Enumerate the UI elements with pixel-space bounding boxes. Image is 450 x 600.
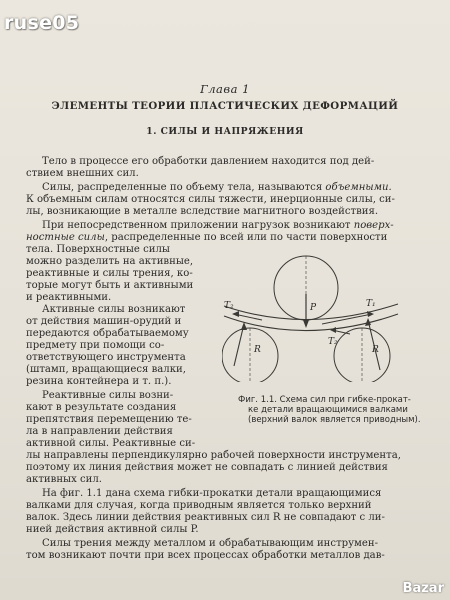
chapter-title: ЭЛЕМЕНТЫ ТЕОРИИ ПЛАСТИЧЕСКИХ ДЕФОРМАЦИЙ <box>51 100 399 112</box>
text-line: ла в направлении действия <box>26 426 173 437</box>
rolling-scheme-figure <box>222 248 422 382</box>
text-line: валок. Здесь линии действия реактивных сил R не совпадают с ли- <box>26 512 385 523</box>
text-line: Тело в процессе его обработки давлением находится под дей- <box>42 156 375 167</box>
label-p: P <box>310 303 317 313</box>
text-line: Активные силы возникают <box>42 304 186 315</box>
text-line: поэтому их линия действия может не совпадать с линией действия <box>26 462 388 473</box>
text-line: предмету при помощи со- <box>26 340 165 351</box>
label-r-right: R <box>372 345 379 355</box>
figure-caption-line: (верхний валок является приводным). <box>248 415 421 425</box>
emphasis-volumetric: объемными. <box>325 182 392 193</box>
label-t2-left: T₂ <box>224 301 234 311</box>
text-line: от действия машин-орудий и <box>26 316 182 327</box>
text-line: активных сил. <box>26 474 102 485</box>
text-line: ответствующего инструмента <box>26 352 186 363</box>
text-line: лы, возникающие в металле вследствие магнитного воздействия. <box>26 206 379 217</box>
text-line: резина контейнера и т. п.). <box>26 376 172 387</box>
text-line: лы направлены перпендикулярно рабочей поверхности инструмента, <box>26 450 401 461</box>
text-line: ствием внешних сил. <box>26 168 139 179</box>
text-line: торые могут быть и активными <box>26 280 194 291</box>
text-line: ностные силы, распределенные по всей или по части поверхности <box>26 232 388 243</box>
emphasis-surface: поверх- <box>353 220 394 231</box>
label-t2-right: T₂ <box>328 337 338 347</box>
text-line: нией действия активной силы P. <box>26 524 199 535</box>
text-line: можно разделить на активные, <box>26 256 194 267</box>
text-line: Реактивные силы возни- <box>42 390 174 401</box>
text-line: Силы, распределенные по объему тела, называются объемными. <box>42 182 392 193</box>
figure-caption-line: Фиг. 1.1. Схема сил при гибке-прокат- <box>238 395 411 405</box>
text-line: препятствия перемещению те- <box>26 414 192 425</box>
text-line: К объемным силам относятся силы тяжести, инерционные силы, си- <box>26 194 395 205</box>
figure-caption-line: ке детали вращающимися валками <box>248 405 408 415</box>
text-line: кают в результате создания <box>26 402 177 413</box>
emphasis-surface-cont: ностные силы <box>26 232 105 243</box>
watermark-logo: ruse05 <box>4 12 80 34</box>
text-line: том возникают почти при всех процессах обработки металлов дав- <box>26 550 385 561</box>
label-t1: T₁ <box>366 299 376 309</box>
text-line: Силы трения между металлом и обрабатывающим инструмен- <box>42 538 379 549</box>
text-line: На фиг. 1.1 дана схема гибки-прокатки детали вращающимися <box>42 488 382 499</box>
text-line: реактивные и силы трения, ко- <box>26 268 193 279</box>
bazar-logo: Bazar <box>402 581 444 596</box>
section-heading: 1. СИЛЫ И НАПРЯЖЕНИЯ <box>146 126 304 137</box>
chapter-heading: Глава 1 <box>200 82 250 96</box>
text-line: передаются обрабатываемому <box>26 328 189 339</box>
label-r-left: R <box>254 345 261 355</box>
text-line: и реактивными. <box>26 292 112 303</box>
text-line: валками для случая, когда приводным является только верхний <box>26 500 372 511</box>
friction-t1-arrow <box>322 314 372 324</box>
text-line: (штамп, вращающиеся валки, <box>26 364 186 375</box>
text-line: При непосредственном приложении нагрузок возникают поверх- <box>42 220 394 231</box>
text-line: тела. Поверхностные силы <box>26 244 170 255</box>
text-line: активной силы. Реактивные си- <box>26 438 196 449</box>
